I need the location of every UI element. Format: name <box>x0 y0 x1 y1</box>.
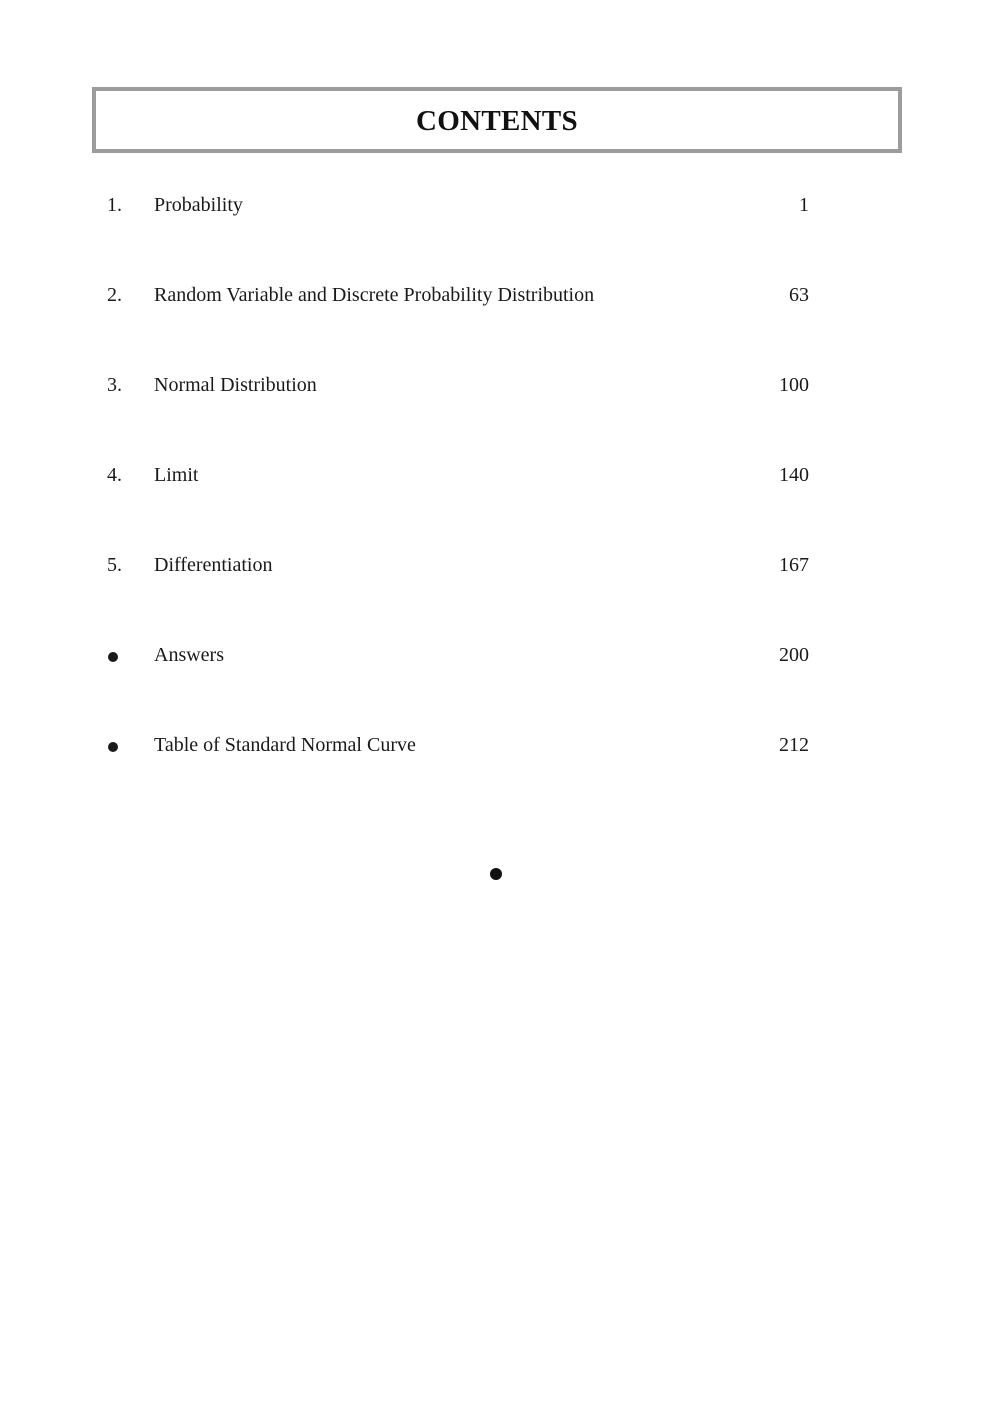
toc-entry-number: 3. <box>107 374 122 396</box>
bullet-icon <box>108 742 118 752</box>
toc-entry-limit[interactable] <box>0 460 992 490</box>
toc-entry-title: Random Variable and Discrete Probability Distribution <box>154 284 595 306</box>
toc-entry-title: Probability <box>154 194 243 216</box>
toc-entry-page: 140 <box>779 464 809 486</box>
toc-entry-page: 100 <box>779 374 809 396</box>
bullet-icon <box>108 652 118 662</box>
toc-entry-number: 2. <box>107 284 122 306</box>
toc-entry-page: 200 <box>779 644 809 666</box>
toc-entry-title: Answers <box>154 644 224 666</box>
toc-entry-random-variable[interactable] <box>0 280 992 310</box>
toc-entry-title: Table of Standard Normal Curve <box>154 734 416 756</box>
toc-entry-page: 63 <box>789 284 809 306</box>
toc-entry-probability[interactable] <box>0 190 992 220</box>
toc-entry-title: Normal Distribution <box>154 374 317 396</box>
end-of-section-dot-icon <box>490 868 502 880</box>
toc-entry-number: 1. <box>107 194 122 216</box>
toc-entry-page: 1 <box>799 194 809 216</box>
toc-entry-title: Differentiation <box>154 554 273 576</box>
toc-entry-page: 167 <box>779 554 809 576</box>
toc-entry-standard-normal-table[interactable] <box>0 730 992 760</box>
toc-entry-answers[interactable] <box>0 640 992 670</box>
toc-entry-normal-distribution[interactable] <box>0 370 992 400</box>
contents-title-box <box>92 87 902 153</box>
toc-entry-number: 4. <box>107 464 122 486</box>
page-title: CONTENTS <box>416 104 578 137</box>
toc-entry-page: 212 <box>779 734 809 756</box>
toc-entry-title: Limit <box>154 464 199 486</box>
toc-entry-differentiation[interactable] <box>0 550 992 580</box>
toc-entry-number: 5. <box>107 554 122 576</box>
